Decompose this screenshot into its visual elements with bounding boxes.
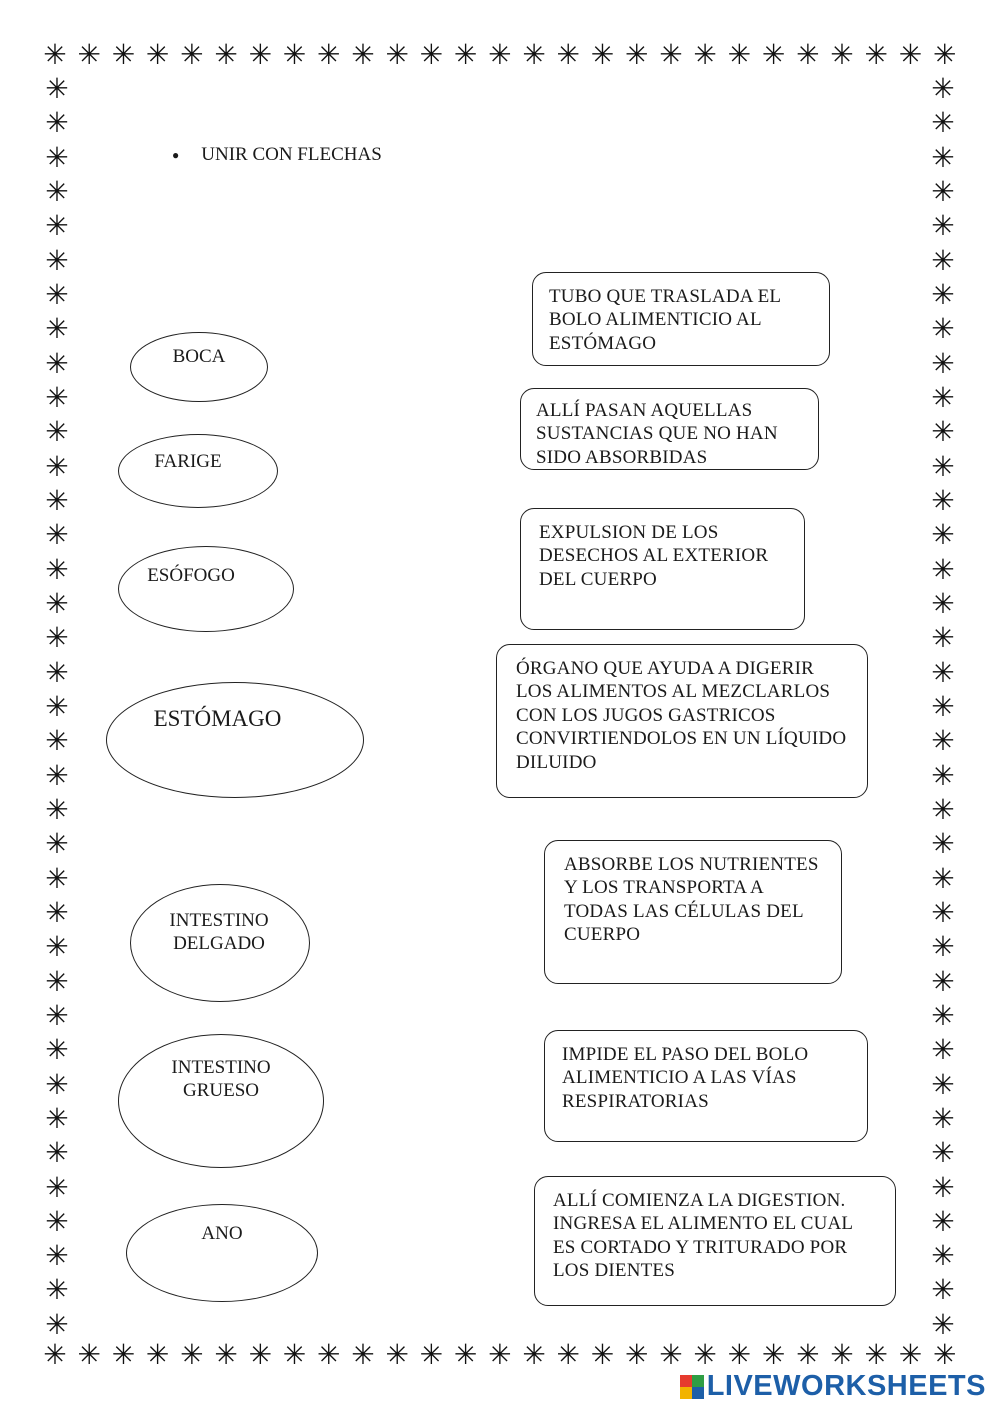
border-star-icon: ✳ <box>931 277 955 311</box>
border-star-icon: ✳ <box>453 38 478 71</box>
border-star-icon: ✳ <box>931 243 955 277</box>
border-star-icon: ✳ <box>45 724 69 758</box>
description-text: EXPULSION DE LOS DESECHOS AL EXTERIOR DEL CUERPO <box>539 522 769 590</box>
border-star-icon: ✳ <box>624 1338 649 1371</box>
border-star-icon: ✳ <box>248 38 273 71</box>
border-star-icon: ✳ <box>931 861 955 895</box>
border-star-icon: ✳ <box>931 827 955 861</box>
border-star-icon: ✳ <box>488 1338 512 1371</box>
organ-label: FARIGE <box>154 451 222 472</box>
border-star-icon: ✳ <box>931 689 955 723</box>
border-star-icon: ✳ <box>45 1273 69 1307</box>
border-star-icon: ✳ <box>931 1273 955 1307</box>
organ-label: BOCA <box>172 346 226 367</box>
border-star-icon: ✳ <box>931 895 955 929</box>
border-star-icon: ✳ <box>931 72 955 105</box>
instruction <box>172 144 382 166</box>
border-star-icon: ✳ <box>931 758 955 792</box>
organ-label-line1: INTESTINO <box>169 910 269 931</box>
border-star-icon: ✳ <box>931 518 955 552</box>
description-box-5[interactable] <box>544 840 842 984</box>
border-star-icon: ✳ <box>624 38 649 71</box>
border-star-icon: ✳ <box>659 1338 683 1371</box>
border-star-icon: ✳ <box>864 38 888 71</box>
border-star-icon: ✳ <box>145 38 170 71</box>
border-star-icon: ✳ <box>45 552 69 586</box>
border-star-icon: ✳ <box>522 38 546 71</box>
organ-label-line1: INTESTINO <box>171 1057 271 1078</box>
border-star-icon: ✳ <box>45 792 69 826</box>
border-star-icon: ✳ <box>898 1338 923 1371</box>
border-star-icon: ✳ <box>45 483 69 517</box>
border-star-icon: ✳ <box>77 38 101 71</box>
border-star-icon: ✳ <box>931 655 955 689</box>
border-star-icon: ✳ <box>590 38 615 71</box>
border-star-icon: ✳ <box>45 689 69 723</box>
border-star-icon: ✳ <box>931 1307 955 1341</box>
decorative-border-top <box>40 38 960 72</box>
organ-label-line2: DELGADO <box>173 933 265 954</box>
border-star-icon: ✳ <box>45 964 69 998</box>
border-star-icon: ✳ <box>45 174 69 208</box>
border-star-icon: ✳ <box>830 38 854 71</box>
border-star-icon: ✳ <box>351 1338 375 1371</box>
border-star-icon: ✳ <box>932 1338 957 1371</box>
border-star-icon: ✳ <box>931 998 955 1032</box>
description-text: IMPIDE EL PASO DEL BOLO ALIMENTICIO A LAS VÍAS RESPIRATORIAS <box>562 1044 809 1112</box>
border-star-icon: ✳ <box>931 1067 955 1101</box>
border-star-icon: ✳ <box>931 449 955 483</box>
border-star-icon: ✳ <box>419 38 444 71</box>
border-star-icon: ✳ <box>45 312 69 346</box>
border-star-icon: ✳ <box>385 38 409 71</box>
description-text: ALLÍ PASAN AQUELLAS SUSTANCIAS QUE NO HAN SIDO ABSORBIDAS <box>536 400 778 468</box>
border-star-icon: ✳ <box>45 346 69 380</box>
border-star-icon: ✳ <box>796 38 820 71</box>
border-star-icon: ✳ <box>932 38 957 71</box>
border-star-icon: ✳ <box>864 1338 888 1371</box>
border-star-icon: ✳ <box>45 861 69 895</box>
description-text: ALLÍ COMIENZA LA DIGESTION. INGRESA EL ALIMENTO EL CUAL ES CORTADO Y TRITURADO POR LOS DIENTES <box>553 1190 853 1282</box>
description-box-1[interactable] <box>532 272 830 366</box>
border-star-icon: ✳ <box>111 38 136 71</box>
border-star-icon: ✳ <box>45 415 69 449</box>
border-star-icon: ✳ <box>45 1101 69 1135</box>
border-star-icon: ✳ <box>45 930 69 964</box>
border-star-icon: ✳ <box>45 209 69 243</box>
border-star-icon: ✳ <box>45 72 69 105</box>
border-star-icon: ✳ <box>45 655 69 689</box>
organ-oval-boca[interactable] <box>130 332 268 402</box>
border-star-icon: ✳ <box>659 38 683 71</box>
border-star-icon: ✳ <box>931 1239 955 1273</box>
border-star-icon: ✳ <box>931 209 955 243</box>
border-star-icon: ✳ <box>45 243 69 277</box>
border-star-icon: ✳ <box>419 1338 444 1371</box>
border-star-icon: ✳ <box>282 38 307 71</box>
organ-oval-intestino-grueso[interactable] <box>118 1034 324 1168</box>
organ-oval-esofago[interactable] <box>118 546 294 632</box>
border-star-icon: ✳ <box>898 38 923 71</box>
border-star-icon: ✳ <box>931 1033 955 1067</box>
border-star-icon: ✳ <box>351 38 375 71</box>
border-star-icon: ✳ <box>931 621 955 655</box>
border-star-icon: ✳ <box>830 1338 854 1371</box>
border-star-icon: ✳ <box>77 1338 101 1371</box>
border-star-icon: ✳ <box>556 1338 581 1371</box>
border-star-icon: ✳ <box>45 586 69 620</box>
brand-name: LIVEWORKSHEETS <box>706 1370 986 1402</box>
border-star-icon: ✳ <box>931 346 955 380</box>
border-star-icon: ✳ <box>693 38 717 71</box>
border-star-icon: ✳ <box>931 930 955 964</box>
border-star-icon: ✳ <box>931 1204 955 1238</box>
instruction-text: UNIR CON FLECHAS <box>201 144 382 165</box>
border-star-icon: ✳ <box>180 1338 204 1371</box>
organ-label: ESÓFOGO <box>147 565 235 586</box>
border-star-icon: ✳ <box>45 106 69 140</box>
border-star-icon: ✳ <box>931 380 955 414</box>
logo-mark-icon <box>680 1375 704 1399</box>
border-star-icon: ✳ <box>45 449 69 483</box>
organ-oval-estomago[interactable] <box>106 682 364 798</box>
liveworksheets-logo <box>680 1370 986 1403</box>
border-star-icon: ✳ <box>45 1239 69 1273</box>
description-box-3[interactable] <box>520 508 805 630</box>
border-star-icon: ✳ <box>931 312 955 346</box>
border-star-icon: ✳ <box>43 38 67 71</box>
decorative-border-right <box>926 72 960 1342</box>
description-box-4[interactable] <box>496 644 868 798</box>
border-star-icon: ✳ <box>931 483 955 517</box>
border-star-icon: ✳ <box>45 758 69 792</box>
bullet-icon: ● <box>172 147 180 162</box>
border-star-icon: ✳ <box>248 1338 273 1371</box>
border-star-icon: ✳ <box>727 38 752 71</box>
border-star-icon: ✳ <box>931 1101 955 1135</box>
border-star-icon: ✳ <box>43 1338 67 1371</box>
border-star-icon: ✳ <box>931 106 955 140</box>
border-star-icon: ✳ <box>931 792 955 826</box>
border-star-icon: ✳ <box>931 724 955 758</box>
border-star-icon: ✳ <box>317 38 341 71</box>
border-star-icon: ✳ <box>282 1338 307 1371</box>
border-star-icon: ✳ <box>214 38 238 71</box>
description-box-6[interactable] <box>544 1030 868 1142</box>
border-star-icon: ✳ <box>761 38 786 71</box>
border-star-icon: ✳ <box>111 1338 136 1371</box>
description-text: ÓRGANO QUE AYUDA A DIGERIR LOS ALIMENTOS AL MEZCLARLOS CON LOS JUGOS GASTRICOS CONVIRTIENDOLOS EN UN LÍQUIDO DILUIDO <box>516 658 847 773</box>
border-star-icon: ✳ <box>931 415 955 449</box>
decorative-border-left <box>40 72 74 1342</box>
border-star-icon: ✳ <box>522 1338 546 1371</box>
border-star-icon: ✳ <box>45 1033 69 1067</box>
border-star-icon: ✳ <box>556 38 581 71</box>
border-star-icon: ✳ <box>45 1170 69 1204</box>
border-star-icon: ✳ <box>145 1338 170 1371</box>
border-star-icon: ✳ <box>693 1338 717 1371</box>
border-star-icon: ✳ <box>45 895 69 929</box>
border-star-icon: ✳ <box>453 1338 478 1371</box>
border-star-icon: ✳ <box>45 1307 69 1341</box>
border-star-icon: ✳ <box>45 277 69 311</box>
border-star-icon: ✳ <box>931 552 955 586</box>
border-star-icon: ✳ <box>488 38 512 71</box>
border-star-icon: ✳ <box>796 1338 820 1371</box>
border-star-icon: ✳ <box>45 621 69 655</box>
border-star-icon: ✳ <box>590 1338 615 1371</box>
border-star-icon: ✳ <box>317 1338 341 1371</box>
organ-label: ESTÓMAGO <box>153 706 282 731</box>
border-star-icon: ✳ <box>214 1338 238 1371</box>
organ-label-line2: GRUESO <box>182 1080 259 1101</box>
border-star-icon: ✳ <box>45 518 69 552</box>
border-star-icon: ✳ <box>45 998 69 1032</box>
border-star-icon: ✳ <box>727 1338 752 1371</box>
border-star-icon: ✳ <box>931 586 955 620</box>
border-star-icon: ✳ <box>931 174 955 208</box>
border-star-icon: ✳ <box>931 140 955 174</box>
border-star-icon: ✳ <box>45 140 69 174</box>
organ-oval-intestino-delgado[interactable] <box>130 884 310 1002</box>
border-star-icon: ✳ <box>931 1170 955 1204</box>
border-star-icon: ✳ <box>931 964 955 998</box>
description-box-7[interactable] <box>534 1176 896 1306</box>
border-star-icon: ✳ <box>45 380 69 414</box>
border-star-icon: ✳ <box>180 38 204 71</box>
description-text: ABSORBE LOS NUTRIENTES Y LOS TRANSPORTA A TODAS LAS CÉLULAS DEL CUERPO <box>564 854 819 946</box>
organ-label: ANO <box>201 1223 243 1244</box>
border-star-icon: ✳ <box>45 1204 69 1238</box>
border-star-icon: ✳ <box>45 827 69 861</box>
border-star-icon: ✳ <box>385 1338 409 1371</box>
organ-oval-farige[interactable] <box>118 434 278 508</box>
description-box-2[interactable] <box>520 388 819 470</box>
decorative-border-bottom <box>40 1338 960 1372</box>
border-star-icon: ✳ <box>761 1338 786 1371</box>
border-star-icon: ✳ <box>45 1067 69 1101</box>
border-star-icon: ✳ <box>45 1136 69 1170</box>
organ-oval-ano[interactable] <box>126 1204 318 1302</box>
description-text: TUBO QUE TRASLADA EL BOLO ALIMENTICIO AL ESTÓMAGO <box>549 286 781 354</box>
border-star-icon: ✳ <box>931 1136 955 1170</box>
